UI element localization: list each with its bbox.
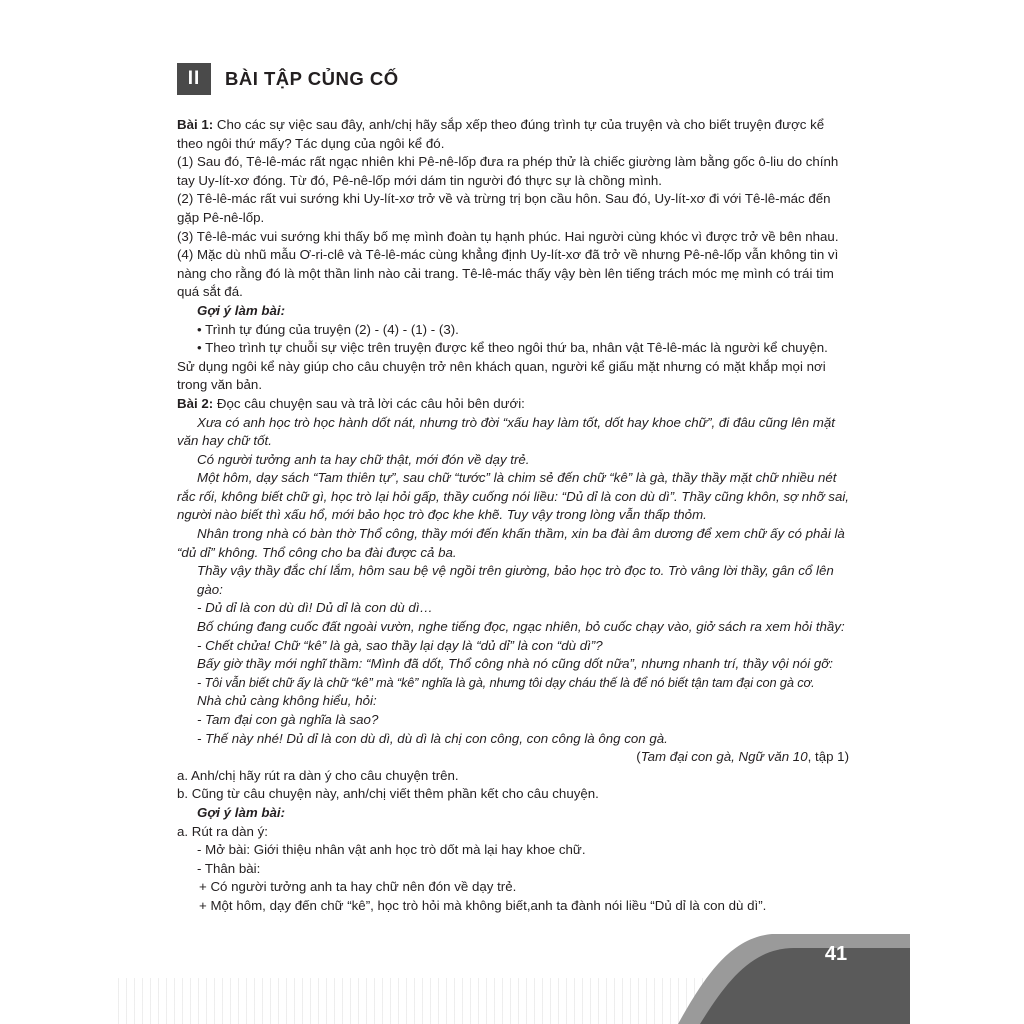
exercise-1-text: Cho các sự việc sau đây, anh/chị hãy sắp xếp theo đúng trình tự của truyện và cho biết truyện được kể theo ngôi thứ mấy? Tác dụng của ngôi kể đó. <box>177 117 825 151</box>
hint-heading: Gợi ý làm bài: <box>197 302 285 318</box>
question: b. Cũng từ câu chuyện này, anh/chị viết thêm phần kết cho câu chuyện. <box>177 786 599 802</box>
exercise-2-prompt <box>177 395 849 414</box>
story-paragraph: - Dủ dỉ là con dù dì! Dủ dỉ là con dù dì… <box>197 600 433 616</box>
exercise-2-text: Đọc câu chuyện sau và trả lời các câu hỏi bên dưới: <box>213 395 525 411</box>
story-paragraph: - Thế này nhé! Dủ dỉ là con dù dì, dù dì là chị con công, con công là ông con gà. <box>197 730 668 746</box>
event-item: (1) Sau đó, Tê-lê-mác rất ngạc nhiên khi Pê-nê-lốp đưa ra phép thử là chiếc giường làm bằng gốc ô-liu do chính tay Uy-lít-xơ đóng. Từ đó, Pê-nê-lốp mới dám tin người đó thực sự là chồng mình. <box>177 154 839 188</box>
story-source-volume: , tập 1) <box>807 749 849 765</box>
outline-item: - Mở bài: Giới thiệu nhân vật anh học trò dốt mà lại hay khoe chữ. <box>197 842 586 858</box>
story-source-title: Tam đại con gà, Ngữ văn 10 <box>640 749 808 765</box>
answer-heading: a. Rút ra dàn ý: <box>177 823 268 839</box>
story-text <box>177 414 849 749</box>
section-heading <box>177 62 399 96</box>
outline-item: - Thân bài: <box>197 860 261 876</box>
event-item: (3) Tê-lê-mác vui sướng khi thấy bố mẹ mình đoàn tụ hạnh phúc. Hai người cùng khóc vì được trở về bên nhau. <box>177 228 839 244</box>
story-paragraph: Xưa có anh học trò học hành dốt nát, nhưng trò đời “xấu hay làm tốt, dốt hay khoe chữ”, đi đâu cũng lên mặt văn hay chữ tốt. <box>177 414 835 449</box>
page-body <box>177 116 849 916</box>
hint-heading: Gợi ý làm bài: <box>197 804 285 820</box>
story-paragraph: Có người tưởng anh ta hay chữ thật, mới đón về dạy trẻ. <box>197 451 530 467</box>
story-paragraph: - Tôi vẫn biết chữ ấy là chữ “kê” mà “kê” nghĩa là gà, nhưng tôi dạy cháu thế là để nó biết tận tam đại con gà cơ. <box>197 674 815 690</box>
event-item: (2) Tê-lê-mác rất vui sướng khi Uy-lít-xơ trở về và trừng trị bọn cầu hôn. Sau đó, Uy-lít-xơ đi với Tê-lê-mác đến gặp Pê-nê-lốp. <box>177 191 831 225</box>
question: a. Anh/chị hãy rút ra dàn ý cho câu chuyện trên. <box>177 767 459 783</box>
story-source: (Tam đại con gà, Ngữ văn 10, tập 1) <box>636 749 849 765</box>
event-item: (4) Mặc dù nhũ mẫu Ơ-ri-clê và Tê-lê-mác cùng khẳng định Uy-lít-xơ đã trở về nhưng Pê-nê-lốp vẫn không tin vì nàng cho rằng đó là một thần linh nào cải trang. Tê-lê-mác thấy vậy bèn lên tiếng trách móc mẹ mình có trái tim quá sắt đá. <box>177 247 839 300</box>
section-title: BÀI TẬP CỦNG CỐ <box>225 68 399 89</box>
story-paragraph: Nhà chủ càng không hiểu, hỏi: <box>197 693 377 709</box>
story-paragraph: - Tam đại con gà nghĩa là sao? <box>197 712 379 727</box>
story-paragraph: Bố chúng đang cuốc đất ngoài vườn, nghe tiếng đọc, ngạc nhiên, bỏ cuốc chạy vào, giở sách ra xem hỏi thầy: <box>197 619 845 635</box>
exercise-1-label: Bài 1: <box>177 117 214 132</box>
story-paragraph: - Chết chửa! Chữ “kê” là gà, sao thầy lại dạy là “dủ dỉ” là con “dù dì”? <box>197 637 603 653</box>
exercise-2-label: Bài 2: <box>177 395 214 411</box>
story-paragraph: Một hôm, dạy sách “Tam thiên tự”, sau chữ “tước” là chim sẻ đến chữ “kê” là gà, thầy thầy mặt chữ nhiều nét rắc rối, không biết chữ gì, học trò lại hỏi gấp, thầy cuống nói liều: “Dủ dỉ là con dù dì”. Thầy cũng khôn, sợ nhỡ sai, người nào biết thì xấu hổ, mới bảo học trò đọc khe khẽ. Tuy vậy trong lòng vẫn thấp thỏm. <box>177 470 849 523</box>
hint-item: • Trình tự đúng của truyện (2) - (4) - (1) - (3). <box>197 321 459 337</box>
page-number-tab <box>660 930 910 1024</box>
section-number-badge: II <box>177 63 211 95</box>
exercise-1-prompt <box>177 116 849 153</box>
story-paragraph: Thầy vậy thầy đắc chí lắm, hôm sau bệ vệ ngồi trên giường, bảo học trò đọc to. Trò vâng lời thầy, gân cổ lên gào: <box>197 563 834 597</box>
hint-item: • Theo trình tự chuỗi sự việc trên truyện được kể theo ngôi thứ ba, nhân vật Tê-lê-mác là người kể chuyện. Sử dụng ngôi kể này giúp cho câu chuyện trở nên khách quan, người kể giấu mặt nhưng có mặt khắp mọi nơi trong văn bản. <box>177 340 828 393</box>
page-number: 41 <box>824 943 848 965</box>
outline-point: + Có người tưởng anh ta hay chữ nên đón về dạy trẻ. <box>199 879 517 895</box>
outline-point: + Một hôm, dạy đến chữ “kê”, học trò hỏi mà không biết,anh ta đành nói liều “Dủ dỉ là con dù dì”. <box>199 897 767 913</box>
story-paragraph: Nhân trong nhà có bàn thờ Thổ công, thầy mới đến khấn thầm, xin ba đài âm dương để xem chữ ấy có phải là “dủ dỉ” không. Thổ công cho ba đài được cả ba. <box>177 526 845 560</box>
story-paragraph: Bấy giờ thầy mới nghĩ thầm: “Mình đã dốt, Thổ công nhà nó cũng dốt nữa”, nhưng nhanh trí, thầy vội nói gỡ: <box>197 656 834 672</box>
